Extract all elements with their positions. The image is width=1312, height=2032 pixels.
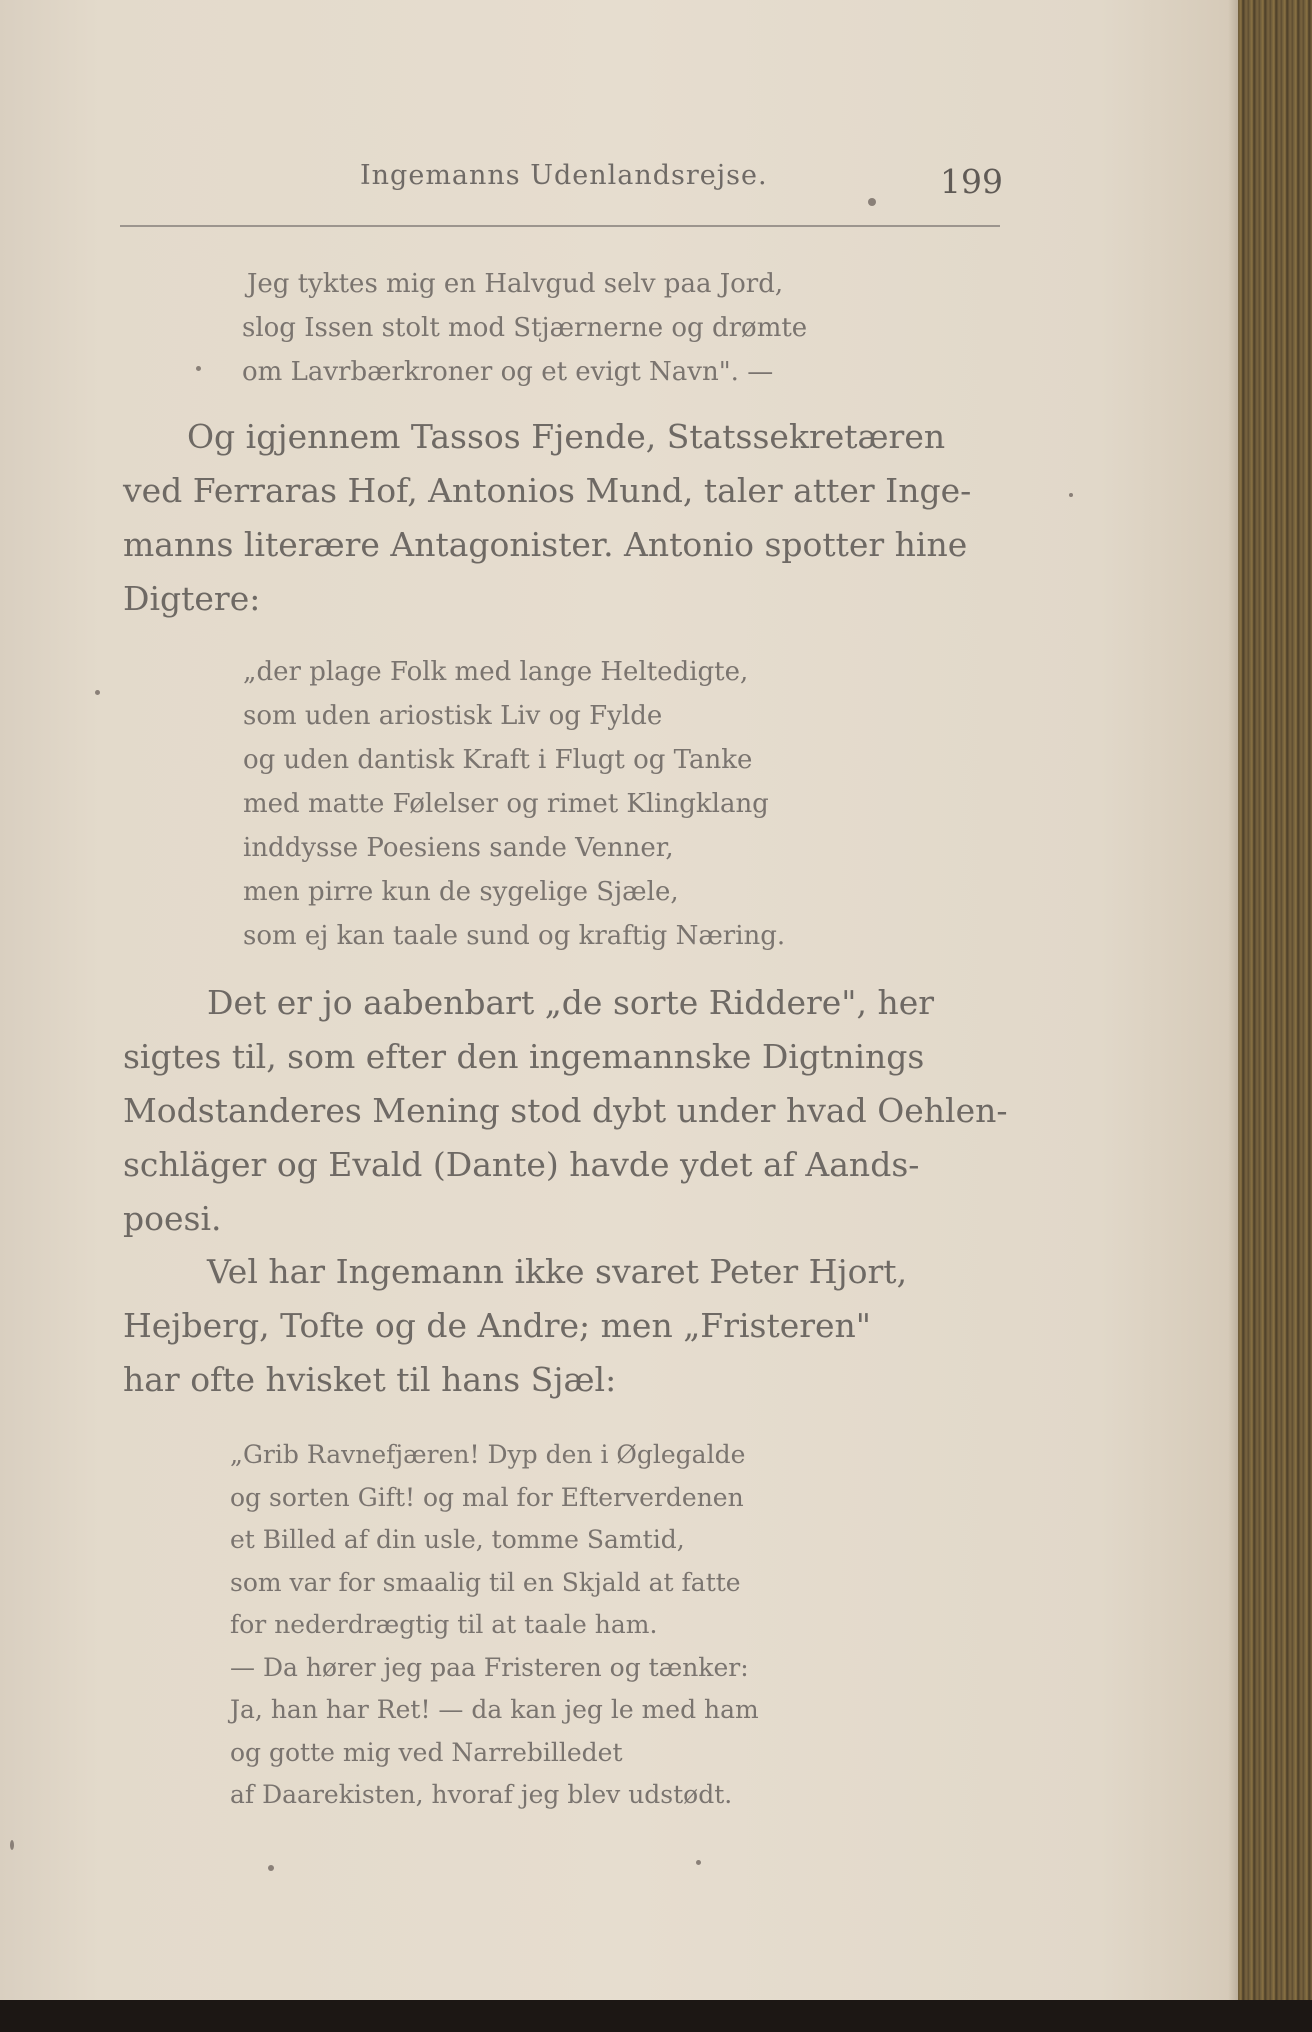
paragraph-1 (123, 410, 1013, 626)
verse-line: om Lavrbærkroner og et evigt Navn". — (242, 357, 774, 387)
prose-line: har ofte hvisket til hans Sjæl: (123, 1360, 617, 1399)
paper-speck (1069, 493, 1073, 497)
verse-line: et Billed af din usle, tomme Samtid, (230, 1525, 685, 1554)
verse-quote-1 (242, 262, 807, 394)
verse-line: „Grib Ravnefjæren! Dyp den i Øglegalde (230, 1440, 746, 1469)
verse-quote-2 (243, 650, 785, 958)
paper-speck (268, 1865, 274, 1871)
verse-quote-3 (230, 1434, 759, 1817)
verse-line: — Da hører jeg paa Fristeren og tænker: (230, 1652, 749, 1682)
verse-line: inddysse Poesiens sande Venner, (243, 833, 674, 863)
bottom-shadow (0, 2000, 1312, 2032)
verse-line: og gotte mig ved Narrebilledet (230, 1737, 623, 1767)
paper-speck (196, 366, 201, 371)
running-head: Ingemanns Udenlandsrejse. (360, 160, 768, 191)
prose-line: Digtere: (123, 579, 261, 618)
page-number: 199 (940, 162, 1003, 201)
verse-line: med matte Følelser og rimet Klingklang (243, 789, 769, 819)
paper-speck (868, 198, 876, 206)
paper-speck (10, 1840, 14, 1850)
paragraph-2 (123, 976, 1013, 1246)
verse-line: som ej kan taale sund og kraftig Næring. (243, 921, 786, 951)
prose-line: Hejberg, Tofte og de Andre; men „Fristeren" (123, 1306, 871, 1345)
verse-line: men pirre kun de sygelige Sjæle, (243, 877, 679, 907)
header-rule (120, 225, 1000, 227)
prose-line: manns literære Antagonister. Antonio spotter hine (123, 525, 968, 564)
prose-line: Det er jo aabenbart „de sorte Riddere", her (207, 983, 934, 1022)
paper-speck (95, 690, 100, 695)
verse-line: som uden ariostisk Liv og Fylde (243, 701, 663, 731)
verse-line: og uden dantisk Kraft i Flugt og Tanke (243, 745, 753, 775)
paper-speck (696, 1860, 701, 1865)
prose-line: sigtes til, som efter den ingemannske Digtnings (123, 1037, 925, 1076)
book-page-edges (1238, 0, 1312, 2032)
verse-line: som var for smaalig til en Skjald at fatte (230, 1567, 741, 1597)
verse-line: Ja, han har Ret! — da kan jeg le med ham (230, 1695, 759, 1724)
paragraph-3 (123, 1245, 1013, 1407)
prose-line: Vel har Ingemann ikke svaret Peter Hjort, (207, 1252, 908, 1291)
verse-line: „der plage Folk med lange Heltedigte, (243, 657, 749, 687)
prose-line: ved Ferraras Hof, Antonios Mund, taler atter Inge- (123, 471, 972, 510)
verse-line: Jeg tyktes mig en Halvgud selv paa Jord, (247, 269, 784, 299)
verse-line: af Daarekisten, hvoraf jeg blev udstødt. (230, 1780, 733, 1809)
prose-line: Og igjennem Tassos Fjende, Statssekretæren (187, 417, 946, 456)
verse-line: og sorten Gift! og mal for Efterverdenen (230, 1482, 744, 1512)
prose-line: schläger og Evald (Dante) havde ydet af Aands- (123, 1145, 920, 1184)
verse-line: slog Issen stolt mod Stjærnerne og drømte (242, 313, 808, 343)
verse-line: for nederdrægtig til at taale ham. (230, 1610, 658, 1639)
prose-line: Modstanderes Mening stod dybt under hvad Oehlen- (123, 1091, 1008, 1130)
prose-line: poesi. (123, 1199, 222, 1238)
